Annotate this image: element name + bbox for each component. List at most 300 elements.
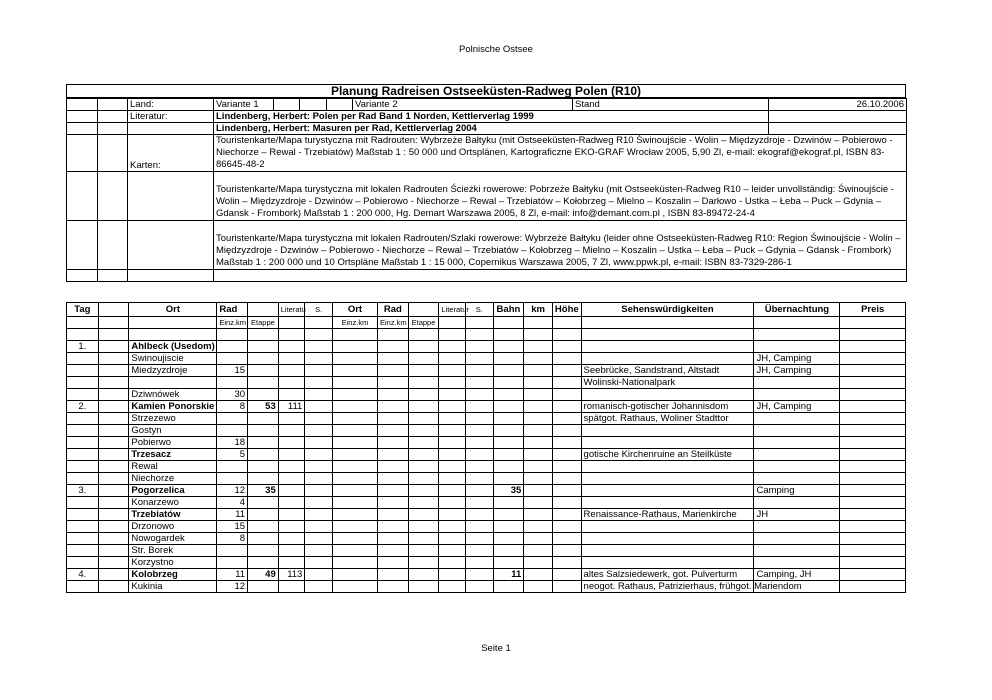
table-row [67,401,906,413]
literatur-cell [278,413,305,425]
empty-cell [408,545,439,557]
sehens-cell: spätgot. Rathaus, Woliner Stadttor [581,413,754,425]
col-einzkm: Einz.km [217,317,248,329]
karten-label: Karten: [128,135,214,172]
empty-cell [552,509,581,521]
bahn-cell [493,437,524,449]
empty-cell [552,533,581,545]
empty-cell [332,569,377,581]
literatur-cell [278,353,305,365]
uebernachtung-cell [754,473,840,485]
empty-cell [840,437,906,449]
empty-cell [465,401,493,413]
empty-cell [408,413,439,425]
empty-cell [408,389,439,401]
empty-cell [552,413,581,425]
ort-cell: Kamien Ponorskie [129,401,217,413]
empty-cell [98,449,129,461]
ort-cell: Konarzewo [129,497,217,509]
bahn-cell [493,473,524,485]
bahn-cell [493,545,524,557]
empty-cell [377,389,408,401]
empty-cell [552,569,581,581]
col-etappe: Etappe [248,317,279,329]
empty-cell [840,533,906,545]
empty-cell [98,521,129,533]
empty-cell [377,545,408,557]
empty-cell [439,461,466,473]
empty-cell [465,449,493,461]
uebernachtung-cell [754,377,840,389]
empty-cell [332,329,377,341]
empty-cell [439,521,466,533]
tag-cell [67,533,99,545]
etappe-cell [248,461,279,473]
empty-cell [305,461,333,473]
empty-cell [840,473,906,485]
empty-cell [524,557,553,569]
empty-cell [332,365,377,377]
empty-cell [305,413,333,425]
empty-cell [524,353,553,365]
empty-cell [305,425,333,437]
col-einzkm3: Einz.km [377,317,408,329]
empty-cell [305,365,333,377]
ort-cell: Kukinia [129,581,217,593]
literatur1: Lindenberg, Herbert: Polen per Rad Band 1 Norden, Kettlerverlag 1999 [214,111,769,123]
uebernachtung-cell [754,557,840,569]
ort-cell: Str. Borek [129,545,217,557]
empty-cell [524,521,553,533]
tag-cell [67,365,99,377]
einzkm-cell: 15 [217,365,248,377]
uebernachtung-cell [754,545,840,557]
bahn-cell [493,521,524,533]
col-preis: Preis [840,303,906,317]
einzkm-cell [217,545,248,557]
table-row [67,341,906,353]
einzkm-cell [217,329,248,341]
table-row [67,581,906,593]
empty-cell [98,377,129,389]
empty-cell [305,581,333,593]
tag-cell [67,425,99,437]
ort-cell: Pogorzelica [129,485,217,497]
empty-cell [408,509,439,521]
ort-cell: Dziwnówek [129,389,217,401]
empty-cell [524,341,553,353]
empty-cell [377,521,408,533]
empty-cell [552,473,581,485]
empty-cell [552,557,581,569]
empty-cell [98,353,129,365]
variante2: Variante 2 [353,99,573,111]
empty-cell [465,341,493,353]
sehens-cell: neogot. Rathaus, Patrizierhaus, frühgot. Mariendom [581,581,754,593]
einzkm-cell [217,557,248,569]
ort-cell: Rewal [129,461,217,473]
empty-cell [840,425,906,437]
empty-cell [552,377,581,389]
etappe-cell [248,509,279,521]
ort-cell: Miedzyzdroje [129,365,217,377]
empty-cell [98,509,129,521]
empty-cell [305,557,333,569]
bahn-cell [493,425,524,437]
einzkm-cell: 8 [217,401,248,413]
literatur-cell [278,545,305,557]
literatur-cell [278,329,305,341]
empty-cell [439,533,466,545]
tag-cell [67,413,99,425]
empty-cell [98,545,129,557]
empty-cell [305,449,333,461]
empty-cell [305,533,333,545]
empty-cell [98,341,129,353]
empty-cell [377,413,408,425]
empty-cell [98,437,129,449]
empty-cell [408,425,439,437]
stand-date: 26.10.2006 [769,99,907,111]
etappe-cell [248,365,279,377]
table-row [67,461,906,473]
bahn-cell [493,497,524,509]
etappe-cell [248,425,279,437]
empty-cell [408,329,439,341]
col-s2: S. [465,303,493,317]
uebernachtung-cell [754,461,840,473]
empty-cell [408,521,439,533]
sehens-cell: altes Salzsiedewerk, got. Pulverturm [581,569,754,581]
sehens-cell [581,437,754,449]
empty-cell [408,473,439,485]
etappe-cell [248,581,279,593]
literatur-cell [278,509,305,521]
meta-row-karte3 [67,221,907,270]
uebernachtung-cell [754,437,840,449]
einzkm-cell: 5 [217,449,248,461]
empty-cell [439,437,466,449]
empty-cell [332,389,377,401]
einzkm-cell [217,413,248,425]
meta-row-karte2 [67,172,907,221]
sehens-cell [581,533,754,545]
einzkm-cell [217,425,248,437]
tag-cell [67,461,99,473]
empty-cell [332,449,377,461]
meta-row-literatur2 [67,123,907,135]
page-footer: Seite 1 [481,643,511,654]
einzkm-cell: 12 [217,581,248,593]
etappe-cell [248,377,279,389]
bahn-cell [493,557,524,569]
etappe-cell: 35 [248,485,279,497]
empty-cell [465,581,493,593]
literatur-cell [278,581,305,593]
empty-cell [439,497,466,509]
table-row [67,413,906,425]
tag-cell: 1. [67,341,99,353]
col-sehens: Sehenswürdigkeiten [581,303,754,317]
table-row [67,437,906,449]
empty-cell [840,497,906,509]
etappe-cell [248,353,279,365]
empty-cell [465,329,493,341]
empty-cell [439,365,466,377]
empty-cell [332,533,377,545]
empty-cell [552,521,581,533]
col-ort: Ort [129,303,217,317]
col-rad: Rad [217,303,248,317]
col-bahn: Bahn [493,303,524,317]
empty-cell [332,425,377,437]
uebernachtung-cell: Camping [754,485,840,497]
col-hoehe: Höhe [552,303,581,317]
etappe-cell [248,533,279,545]
ort-cell: Trzesacz [129,449,217,461]
einzkm-cell: 15 [217,521,248,533]
empty-cell [840,557,906,569]
tag-cell [67,389,99,401]
empty-cell [408,581,439,593]
literatur-cell [278,461,305,473]
col-km: km [524,303,553,317]
empty-cell [439,401,466,413]
table-row [67,329,906,341]
page-header: Polnische Ostsee [459,44,533,55]
table-row [67,377,906,389]
empty-cell [408,533,439,545]
empty-cell [439,473,466,485]
sehens-cell [581,545,754,557]
empty-cell [465,545,493,557]
empty-cell [408,353,439,365]
literatur-cell [278,425,305,437]
table-row [67,509,906,521]
empty-cell [305,341,333,353]
uebernachtung-cell: JH, Camping [754,353,840,365]
empty-cell [465,365,493,377]
etappe-cell [248,557,279,569]
einzkm-cell [217,461,248,473]
empty-cell [377,557,408,569]
empty-cell [332,509,377,521]
empty-cell [377,533,408,545]
bahn-cell [493,581,524,593]
tag-cell [67,509,99,521]
table-row [67,557,906,569]
empty-cell [439,449,466,461]
empty-cell [524,473,553,485]
empty-cell [305,377,333,389]
bahn-cell [493,377,524,389]
empty-cell [439,509,466,521]
ort-cell: Ahlbeck (Usedom) [129,341,217,353]
etappe-cell [248,329,279,341]
empty-cell [332,485,377,497]
empty-cell [377,509,408,521]
empty-cell [439,581,466,593]
ort-cell: Pobierwo [129,437,217,449]
uebernachtung-cell [754,521,840,533]
empty-cell [524,533,553,545]
empty-cell [524,329,553,341]
empty-cell [552,401,581,413]
bahn-cell [493,509,524,521]
empty-cell [840,521,906,533]
etappe-cell [248,497,279,509]
empty-cell [377,473,408,485]
ort-cell: Nowogardek [129,533,217,545]
ort-cell: Swinoujiscie [129,353,217,365]
einzkm-cell [217,341,248,353]
empty-cell [552,365,581,377]
empty-cell [332,341,377,353]
empty-cell [524,365,553,377]
empty-cell [439,389,466,401]
empty-cell [439,485,466,497]
empty-cell [552,545,581,557]
empty-cell [552,353,581,365]
empty-cell [840,581,906,593]
empty-cell [465,557,493,569]
empty-cell [552,329,581,341]
table-row [67,545,906,557]
etappe-cell: 49 [248,569,279,581]
meta-row-empty [67,270,907,282]
sehens-cell [581,557,754,569]
sehens-cell: Seebrücke, Sandstrand, Altstadt [581,365,754,377]
tag-cell [67,557,99,569]
col-s: S. [305,303,333,317]
empty-cell [377,365,408,377]
sehens-cell: gotische Kirchenruine an Steilküste [581,449,754,461]
sehens-cell: romanisch-gotischer Johannisdom [581,401,754,413]
empty-cell [840,461,906,473]
etappe-cell [248,521,279,533]
empty-cell [524,569,553,581]
empty-cell [305,569,333,581]
empty-cell [552,461,581,473]
etappe-cell [248,437,279,449]
empty-cell [439,545,466,557]
empty-cell [305,485,333,497]
empty-cell [408,461,439,473]
einzkm-cell [217,377,248,389]
empty-cell [465,509,493,521]
sehens-cell [581,461,754,473]
empty-cell [524,497,553,509]
uebernachtung-cell: JH [754,509,840,521]
literatur-cell [278,449,305,461]
empty-cell [439,353,466,365]
meta-row-karte1 [67,135,907,172]
empty-cell [408,497,439,509]
empty-cell [524,377,553,389]
uebernachtung-cell [754,413,840,425]
empty-cell [332,581,377,593]
literatur-cell [278,341,305,353]
literatur-cell [278,485,305,497]
col-uebernachtung: Übernachtung [754,303,840,317]
empty-cell [305,497,333,509]
empty-cell [840,377,906,389]
empty-cell [524,425,553,437]
empty-cell [98,425,129,437]
literatur-cell [278,557,305,569]
empty-cell [305,353,333,365]
bahn-cell [493,533,524,545]
ort-cell: Trzebiatów [129,509,217,521]
ort-cell: Strzezewo [129,413,217,425]
tag-cell [67,377,99,389]
ort-cell [129,377,217,389]
tag-cell: 4. [67,569,99,581]
bahn-cell [493,413,524,425]
empty-cell [377,401,408,413]
empty-cell [524,509,553,521]
table-row [67,533,906,545]
ort-cell: Korzystno [129,557,217,569]
empty-cell [377,485,408,497]
tag-cell: 3. [67,485,99,497]
literatur-cell [278,389,305,401]
bahn-cell [493,401,524,413]
uebernachtung-cell [754,341,840,353]
empty-cell [377,341,408,353]
bahn-cell [493,329,524,341]
page-title: Planung Radreisen Ostseeküsten-Radweg Polen (R10) [66,84,906,98]
empty-cell [552,581,581,593]
ort-cell: Drzonowo [129,521,217,533]
tag-cell [67,353,99,365]
empty-cell [98,473,129,485]
bahn-cell [493,461,524,473]
empty-cell [552,341,581,353]
stand-label: Stand [573,99,769,111]
table-row [67,389,906,401]
land-label: Land: [128,99,214,111]
empty-cell [552,389,581,401]
empty-cell [840,329,906,341]
empty-cell [465,425,493,437]
uebernachtung-cell: JH, Camping [754,401,840,413]
empty-cell [305,329,333,341]
einzkm-cell [217,353,248,365]
empty-cell [408,365,439,377]
empty-cell [377,581,408,593]
einzkm-cell: 18 [217,437,248,449]
literatur-cell [278,473,305,485]
empty-cell [439,569,466,581]
empty-cell [332,353,377,365]
uebernachtung-cell [754,389,840,401]
col-ort2: Ort [332,303,377,317]
empty-cell [524,581,553,593]
empty-cell [377,329,408,341]
tag-cell [67,581,99,593]
bahn-cell [493,449,524,461]
uebernachtung-cell [754,533,840,545]
table-row [67,485,906,497]
empty-cell [98,497,129,509]
empty-cell [439,329,466,341]
empty-cell [332,377,377,389]
empty-cell [98,389,129,401]
etappe-cell [248,389,279,401]
empty-cell [408,377,439,389]
uebernachtung-cell [754,497,840,509]
